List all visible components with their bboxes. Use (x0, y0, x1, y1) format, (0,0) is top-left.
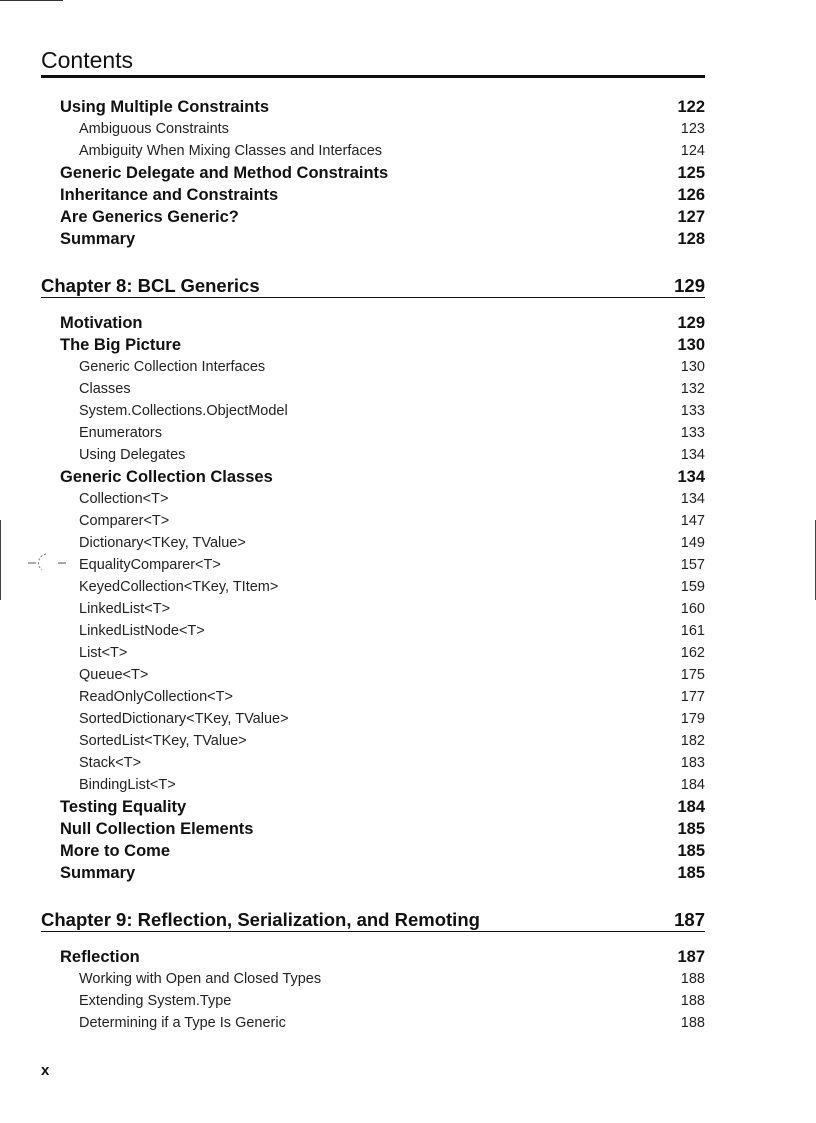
toc-subsection-entry (41, 510, 705, 532)
toc-entry-title: Chapter 9: Reflection, Serialization, and Remoting (41, 909, 480, 930)
toc-entry-page: 188 (680, 1015, 705, 1031)
toc-entry-page: 161 (680, 623, 705, 639)
toc-entry-title: Classes (79, 381, 131, 397)
toc-subsection-entry (41, 774, 705, 796)
table-of-contents (41, 96, 705, 1034)
toc-entry-title: Queue<T> (79, 667, 149, 683)
toc-entry-title: EqualityComparer<T> (79, 557, 221, 573)
page-title: Contents (41, 47, 134, 73)
toc-subsection-entry (41, 140, 705, 162)
toc-subsection-entry (41, 730, 705, 752)
toc-entry-page: 134 (677, 468, 705, 486)
toc-entry-page: 134 (680, 491, 705, 507)
toc-subsection-entry (41, 532, 705, 554)
toc-entry-page: 188 (680, 971, 705, 987)
toc-section-entry (41, 466, 705, 488)
toc-entry-title: Are Generics Generic? (60, 208, 239, 226)
toc-section-entry (41, 334, 705, 356)
toc-entry-page: 133 (680, 403, 705, 419)
toc-entry-page: 130 (677, 336, 705, 354)
section-gap (41, 884, 705, 908)
toc-entry-title: Collection<T> (79, 491, 169, 507)
toc-entry-title: System.Collections.ObjectModel (79, 403, 288, 419)
chapter-heading (41, 274, 705, 297)
toc-section-entry (41, 946, 705, 968)
toc-subsection-entry (41, 708, 705, 730)
toc-entry-page: 184 (677, 798, 705, 816)
toc-subsection-entry (41, 598, 705, 620)
toc-section-entry (41, 862, 705, 884)
toc-entry-title: LinkedList<T> (79, 601, 171, 617)
toc-subsection-entry (41, 422, 705, 444)
toc-entry-title: Chapter 8: BCL Generics (41, 275, 260, 296)
toc-entry-title: SortedDictionary<TKey, TValue> (79, 711, 289, 727)
toc-entry-page: 133 (680, 425, 705, 441)
toc-entry-page: 185 (677, 864, 705, 882)
header-rule (41, 75, 705, 78)
toc-entry-title: Comparer<T> (79, 513, 170, 529)
toc-entry-page: 185 (677, 842, 705, 860)
toc-entry-page: 149 (680, 535, 705, 551)
toc-entry-title: Stack<T> (79, 755, 142, 771)
toc-subsection-entry (41, 968, 705, 990)
toc-entry-title: KeyedCollection<TKey, TItem> (79, 579, 279, 595)
toc-entry-page: 159 (680, 579, 705, 595)
toc-entry-title: More to Come (60, 842, 171, 860)
toc-entry-title: Testing Equality (60, 798, 187, 816)
toc-subsection-entry (41, 488, 705, 510)
toc-subsection-entry (41, 444, 705, 466)
toc-entry-title: Generic Collection Interfaces (79, 359, 266, 375)
toc-subsection-entry (41, 686, 705, 708)
toc-entry-title: LinkedListNode<T> (79, 623, 205, 639)
toc-entry-title: Dictionary<TKey, TValue> (79, 535, 246, 551)
toc-entry-page: 129 (674, 275, 705, 296)
toc-entry-title: Ambiguity When Mixing Classes and Interfaces (79, 143, 383, 159)
toc-entry-page: 134 (680, 447, 705, 463)
toc-entry-title: Reflection (60, 948, 140, 966)
toc-section-entry (41, 818, 705, 840)
toc-section-entry (41, 312, 705, 334)
toc-entry-page: 127 (677, 208, 705, 226)
toc-section-entry (41, 796, 705, 818)
toc-entry-page: 185 (677, 820, 705, 838)
page-number: x (41, 1062, 50, 1079)
toc-entry-page: 128 (677, 230, 705, 248)
toc-section-entry (41, 184, 705, 206)
toc-entry-page: 124 (680, 143, 705, 159)
section-gap (41, 250, 705, 274)
chapter-rule (41, 297, 705, 298)
toc-entry-page: 175 (680, 667, 705, 683)
toc-entry-title: Working with Open and Closed Types (79, 971, 322, 987)
toc-entry-page: 132 (680, 381, 705, 397)
running-header (41, 46, 705, 78)
toc-subsection-entry (41, 118, 705, 140)
toc-entry-title: Null Collection Elements (60, 820, 254, 838)
toc-entry-title: List<T> (79, 645, 128, 661)
toc-entry-title: Determining if a Type Is Generic (79, 1015, 286, 1031)
toc-entry-page: 187 (677, 948, 705, 966)
toc-entry-page: 183 (680, 755, 705, 771)
toc-subsection-entry (41, 554, 705, 576)
toc-entry-page: 130 (680, 359, 705, 375)
toc-entry-page: 122 (677, 98, 705, 116)
toc-section-entry (41, 162, 705, 184)
toc-entry-title: Inheritance and Constraints (60, 186, 279, 204)
toc-entry-page: 188 (680, 993, 705, 1009)
toc-entry-page: 177 (680, 689, 705, 705)
toc-entry-title: Extending System.Type (79, 993, 232, 1009)
chapter-heading (41, 908, 705, 931)
toc-section-entry (41, 96, 705, 118)
toc-entry-page: 162 (680, 645, 705, 661)
toc-entry-title: Ambiguous Constraints (79, 121, 229, 137)
toc-entry-title: Generic Collection Classes (60, 468, 273, 486)
toc-entry-page: 147 (680, 513, 705, 529)
chapter-rule (41, 931, 705, 932)
toc-entry-page: 179 (680, 711, 705, 727)
toc-subsection-entry (41, 620, 705, 642)
toc-entry-title: Using Multiple Constraints (60, 98, 270, 116)
toc-entry-title: ReadOnlyCollection<T> (79, 689, 233, 705)
toc-entry-page: 184 (680, 777, 705, 793)
toc-subsection-entry (41, 1012, 705, 1034)
toc-subsection-entry (41, 400, 705, 422)
toc-entry-title: Generic Delegate and Method Constraints (60, 164, 389, 182)
toc-entry-title: Summary (60, 230, 136, 248)
toc-entry-title: Using Delegates (79, 447, 186, 463)
toc-subsection-entry (41, 378, 705, 400)
toc-section-entry (41, 228, 705, 250)
toc-section-entry (41, 840, 705, 862)
toc-entry-page: 126 (677, 186, 705, 204)
toc-entry-page: 160 (680, 601, 705, 617)
toc-entry-title: Enumerators (79, 425, 163, 441)
toc-entry-title: The Big Picture (60, 336, 182, 354)
toc-entry-page: 123 (680, 121, 705, 137)
toc-entry-title: Motivation (60, 314, 143, 332)
toc-entry-title: BindingList<T> (79, 777, 176, 793)
toc-subsection-entry (41, 356, 705, 378)
crop-mark-left (0, 520, 1, 600)
toc-subsection-entry (41, 990, 705, 1012)
toc-entry-page: 182 (680, 733, 705, 749)
toc-subsection-entry (41, 664, 705, 686)
corner-rule (0, 0, 63, 1)
toc-section-entry (41, 206, 705, 228)
toc-entry-page: 129 (677, 314, 705, 332)
toc-entry-page: 187 (674, 909, 705, 930)
toc-entry-page: 157 (680, 557, 705, 573)
toc-subsection-entry (41, 576, 705, 598)
toc-subsection-entry (41, 642, 705, 664)
toc-entry-title: SortedList<TKey, TValue> (79, 733, 247, 749)
toc-entry-title: Summary (60, 864, 136, 882)
toc-subsection-entry (41, 752, 705, 774)
toc-entry-page: 125 (677, 164, 705, 182)
